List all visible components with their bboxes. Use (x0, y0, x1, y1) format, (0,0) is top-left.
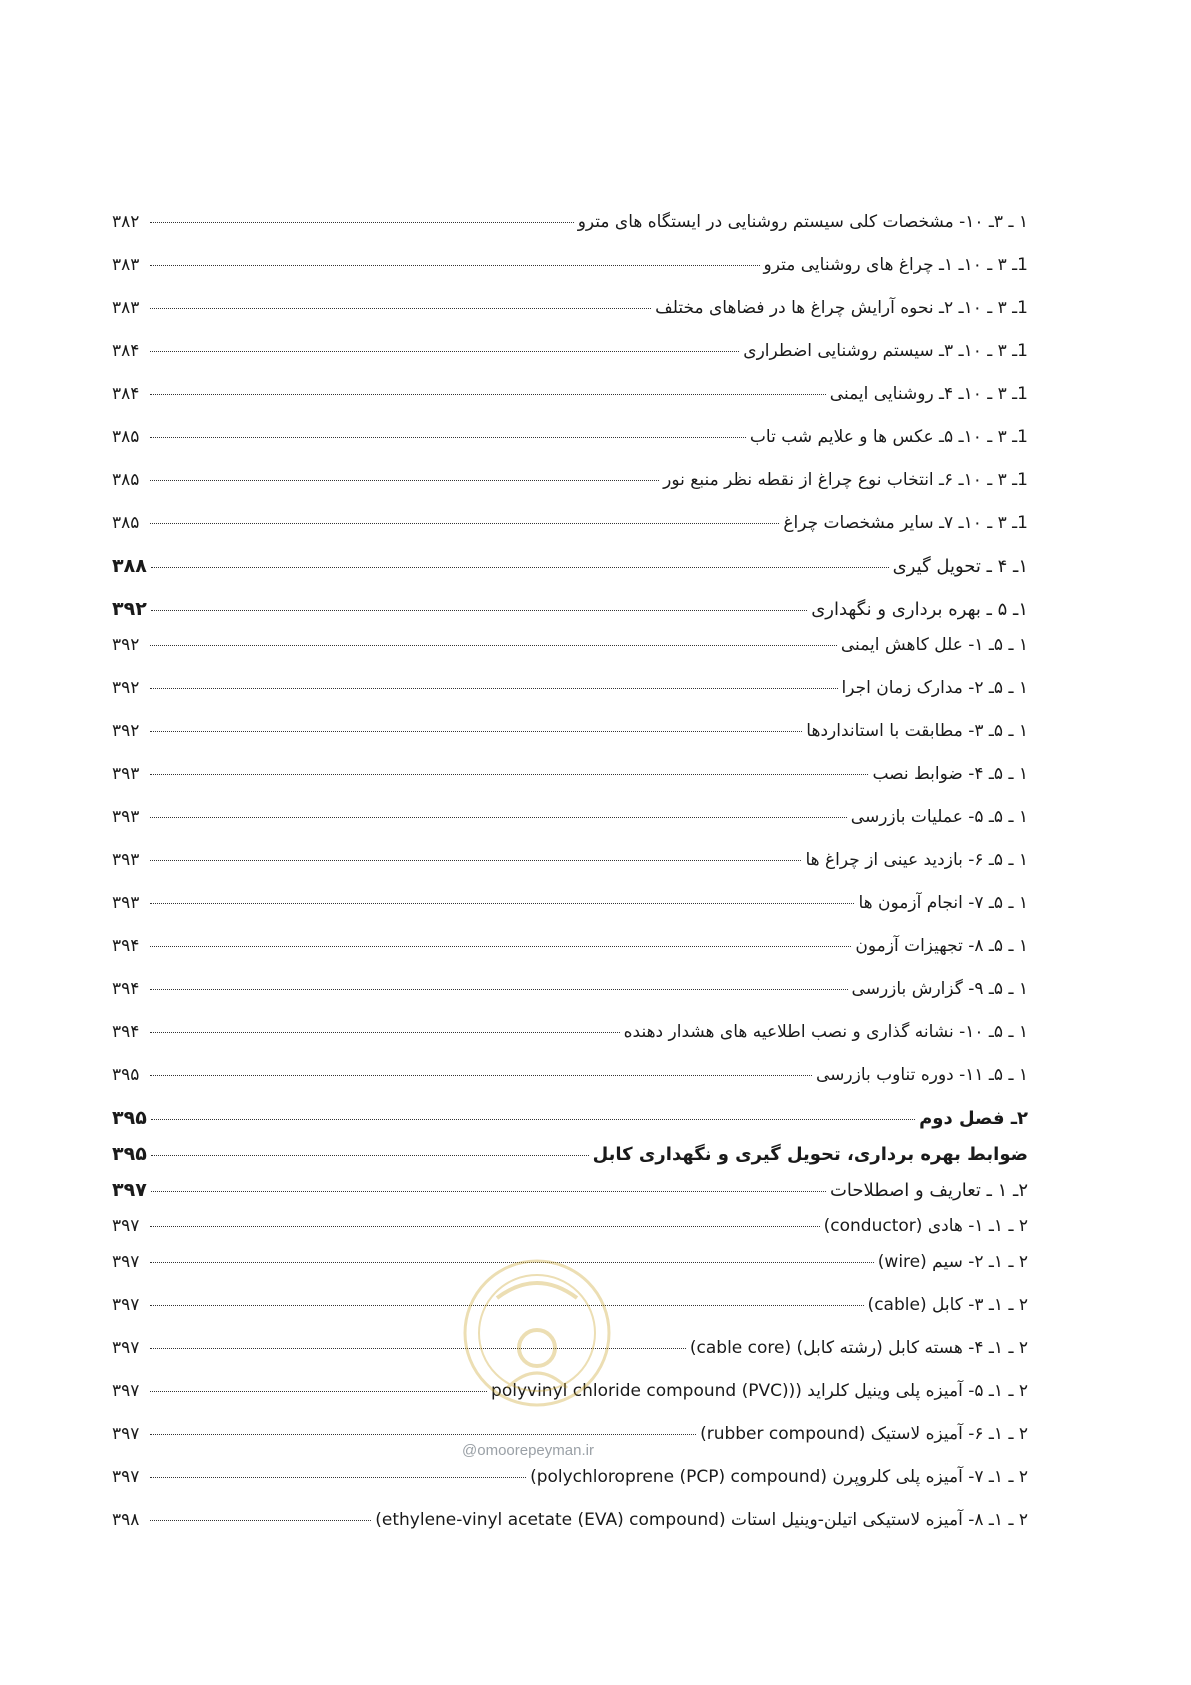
toc-row[interactable] (112, 298, 1028, 341)
toc-row[interactable] (112, 1467, 1028, 1510)
toc-entry-title: ۱ ـ ۵ـ ۱۰- نشانه گذاری و نصب اطلاعیه های هشدار دهنده (623, 1022, 1028, 1042)
dot-leader (150, 817, 847, 818)
toc-row[interactable] (112, 1022, 1028, 1065)
toc-entry-title: 1ـ ۳ ـ ۱۰ـ ۵ـ عکس ها و علایم شب تاب (749, 427, 1028, 447)
toc-entry-title: ۲ ـ ۱ـ ۶- آمیزه لاستیک (rubber compound) (700, 1424, 1028, 1444)
toc-page-number: ۳۹۵ (112, 1143, 147, 1165)
toc-entry-title: ۱ ـ ۵ـ ۳- مطابقت با استانداردها (806, 721, 1028, 741)
toc-entry-title: ۲ ـ ۱ـ ۵- آمیزه پلی وینیل کلراید ((polyvinyl chloride compound (PVC) (491, 1381, 1028, 1401)
dot-leader (150, 645, 837, 646)
toc-page-number: ۳۹۲ (112, 678, 140, 698)
toc-page-number: ۳۹۷ (112, 1424, 140, 1444)
dot-leader (150, 1075, 812, 1076)
dot-leader (150, 351, 739, 352)
watermark-text: @omoorepeyman.ir (462, 1442, 594, 1459)
toc-page-number: ۳۹۷ (112, 1338, 140, 1358)
dot-leader (150, 946, 851, 947)
dot-leader (150, 222, 574, 223)
dot-leader (150, 394, 826, 395)
toc-page-number: ۳۹۳ (112, 764, 140, 784)
toc-page-number: ۳۹۲ (112, 598, 147, 620)
toc-page-number: ۳۸۴ (112, 384, 140, 404)
dot-leader (150, 903, 854, 904)
toc-row[interactable] (112, 1144, 1028, 1180)
toc-entry-title: ۱ـ ۵ ـ بهره برداری و نگهداری (811, 599, 1028, 620)
dot-leader (150, 1226, 820, 1227)
toc-page-number: ۳۸۲ (112, 212, 140, 232)
toc-page-number: ۳۹۲ (112, 635, 140, 655)
toc-page-number: ۳۹۲ (112, 721, 140, 741)
dot-leader (150, 1391, 487, 1392)
toc-row[interactable] (112, 556, 1028, 599)
dot-leader (151, 567, 889, 568)
toc-entry-title: ۱ ـ ۵ـ ۸- تجهیزات آزمون (855, 936, 1028, 956)
toc-entry-title: ۲ ـ ۱ـ ۴- هسته کابل (رشته کابل) (cable core) (689, 1338, 1028, 1358)
toc-entry-title: ضوابط بهره برداری، تحویل گیری و نگهداری کابل (592, 1144, 1028, 1165)
toc-page-number: ۳۹۷ (112, 1252, 140, 1272)
toc-entry-title: ۲ ـ ۱ـ ۸- آمیزه لاستیکی اتیلن-وینیل استات (ethylene-vinyl acetate (EVA) compound) (375, 1510, 1028, 1530)
toc-row[interactable] (112, 764, 1028, 807)
toc-page-number: ۳۹۷ (112, 1381, 140, 1401)
toc-entry-title: ۱ ـ ۵ـ ۱۱- دوره تناوب بازرسی (816, 1065, 1028, 1085)
toc-page-number: ۳۸۵ (112, 427, 140, 447)
toc-row[interactable] (112, 1510, 1028, 1553)
dot-leader (150, 480, 659, 481)
dot-leader (150, 523, 779, 524)
toc-row[interactable] (112, 384, 1028, 427)
toc-entry-title: ۱ ـ ۵ـ ۹- گزارش بازرسی (851, 979, 1028, 999)
toc-row[interactable] (112, 255, 1028, 298)
toc-row[interactable] (112, 1065, 1028, 1108)
toc-entry-title: ۱ ـ ۵ـ ۷- انجام آزمون ها (858, 893, 1028, 913)
toc-page-number: ۳۸۸ (112, 555, 147, 577)
toc-row[interactable] (112, 212, 1028, 255)
toc-entry-title: 1ـ ۳ ـ ۱۰ـ ۴ـ روشنایی ایمنی (829, 384, 1028, 404)
dot-leader (150, 1477, 526, 1478)
toc-entry-title: ۱ ـ ۵ـ ۴- ضوابط نصب (872, 764, 1028, 784)
toc-entry-title: ۱ ـ ۳ـ ۱۰- مشخصات کلی سیستم روشنایی در ایستگاه های مترو (577, 212, 1028, 232)
toc-page-number: ۳۹۵ (112, 1107, 147, 1129)
toc-row[interactable] (112, 470, 1028, 513)
toc-entry-title: ۲ ـ ۱ـ ۲- سیم (wire) (877, 1252, 1028, 1272)
toc-row[interactable] (112, 850, 1028, 893)
toc-entry-title: 1ـ ۳ ـ ۱۰ـ ۲ـ نحوه آرایش چراغ ها در فضاهای مختلف (655, 298, 1028, 318)
dot-leader (150, 1520, 371, 1521)
toc-entry-title: ۲ـ ۱ ـ تعاریف و اصطلاحات (829, 1180, 1028, 1201)
toc-page-number: ۳۹۷ (112, 1216, 140, 1236)
dot-leader (151, 1119, 915, 1120)
toc-entry-title: 1ـ ۳ ـ ۱۰ـ ۷ـ سایر مشخصات چراغ (783, 513, 1028, 533)
toc-page-number: ۳۹۳ (112, 807, 140, 827)
toc-page-number: ۳۸۳ (112, 255, 140, 275)
toc-row[interactable] (112, 513, 1028, 556)
toc-page-number: ۳۹۴ (112, 936, 140, 956)
dot-leader (150, 989, 848, 990)
toc-page-number: ۳۹۷ (112, 1295, 140, 1315)
toc-page-number: ۳۸۳ (112, 298, 140, 318)
toc-entry-title: ۱ ـ ۵ـ ۵- عملیات بازرسی (850, 807, 1028, 827)
toc-row[interactable] (112, 807, 1028, 850)
toc-page-number: ۳۹۴ (112, 1022, 140, 1042)
dot-leader (150, 774, 868, 775)
dot-leader (150, 1032, 620, 1033)
toc-row[interactable] (112, 678, 1028, 721)
dot-leader (150, 437, 746, 438)
toc-page-number: ۳۹۷ (112, 1467, 140, 1487)
toc-page-number: ۳۹۸ (112, 1510, 140, 1530)
dot-leader (150, 265, 760, 266)
dot-leader (150, 860, 801, 861)
toc-entry-title: ۲ ـ ۱ـ ۱- هادی (conductor) (823, 1216, 1028, 1236)
dot-leader (151, 1191, 826, 1192)
dot-leader (151, 610, 807, 611)
toc-entry-title: 1ـ ۳ ـ ۱۰ـ ۱ـ چراغ های روشنایی مترو (763, 255, 1028, 275)
toc-row[interactable] (112, 635, 1028, 678)
toc-page-number: ۳۹۳ (112, 893, 140, 913)
toc-entry-title: ۱ـ ۴ ـ تحویل گیری (892, 556, 1028, 577)
toc-page-number: ۳۹۷ (112, 1179, 147, 1201)
toc-page-number: ۳۸۵ (112, 513, 140, 533)
toc-page-number: ۳۹۳ (112, 850, 140, 870)
dot-leader (150, 731, 802, 732)
toc-entry-title: ۱ ـ ۵ـ ۲- مدارک زمان اجرا (841, 678, 1028, 698)
toc-entry-title: ۱ ـ ۵ـ ۶- بازدید عینی از چراغ ها (805, 850, 1028, 870)
toc-entry-title: ۲ ـ ۱ـ ۷- آمیزه پلی کلروپرن (polychloroprene (PCP) compound) (530, 1467, 1028, 1487)
toc-page-number: ۳۸۴ (112, 341, 140, 361)
toc-entry-title: 1ـ ۳ ـ ۱۰ـ ۶ـ انتخاب نوع چراغ از نقطه نظر منبع نور (663, 470, 1028, 490)
toc-row[interactable] (112, 1180, 1028, 1216)
dot-leader (150, 308, 651, 309)
toc-row[interactable] (112, 936, 1028, 979)
toc-entry-title: ۲ـ فصل دوم (919, 1108, 1028, 1129)
toc-page-number: ۳۹۵ (112, 1065, 140, 1085)
dot-leader (150, 688, 838, 689)
toc-row[interactable] (112, 427, 1028, 470)
toc-page-number: ۳۸۵ (112, 470, 140, 490)
dot-leader (151, 1155, 589, 1156)
toc-entry-title: ۱ ـ ۵ـ ۱- علل کاهش ایمنی (840, 635, 1028, 655)
toc-row[interactable] (112, 599, 1028, 635)
toc-row[interactable] (112, 721, 1028, 764)
toc-row[interactable] (112, 1108, 1028, 1144)
toc-entry-title: ۲ ـ ۱ـ ۳- کابل (cable) (867, 1295, 1028, 1315)
toc-row[interactable] (112, 979, 1028, 1022)
toc-row[interactable] (112, 341, 1028, 384)
toc-entry-title: 1ـ ۳ ـ ۱۰ـ ۳ـ سیستم روشنایی اضطراری (743, 341, 1028, 361)
toc-page-number: ۳۹۴ (112, 979, 140, 999)
toc-row[interactable] (112, 893, 1028, 936)
seal-logo-icon (457, 1238, 617, 1438)
